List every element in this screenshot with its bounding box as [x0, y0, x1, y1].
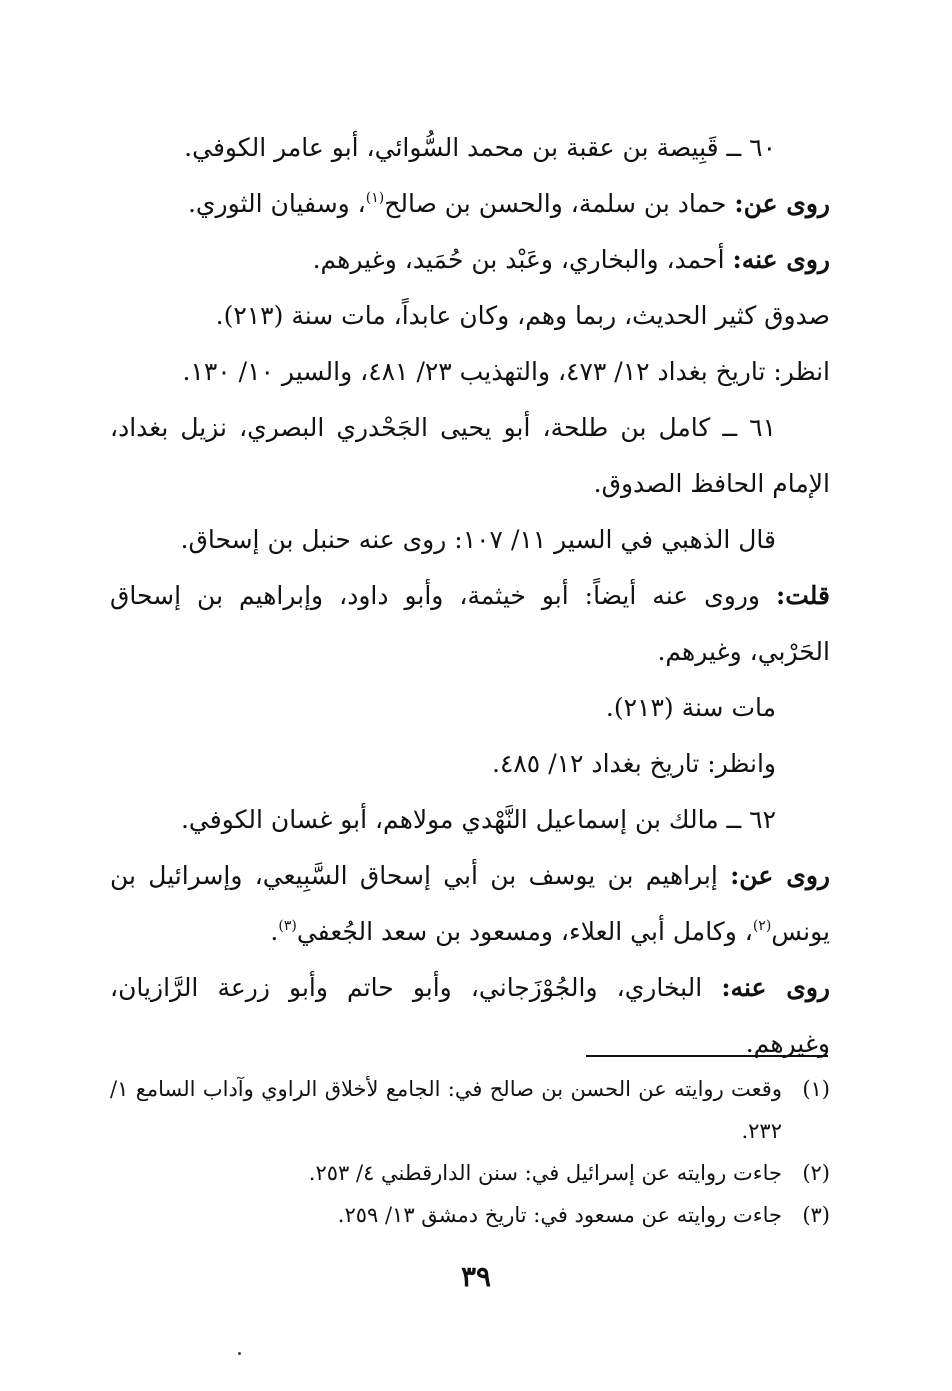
entry-61-dhahabi — [110, 512, 830, 568]
entry-62-narrated-from-text-2c: . — [270, 917, 279, 946]
entry-61-header-line-1 — [110, 400, 830, 456]
entry-61-qultu-text: وروى عنه أيضاً: أبو خيثمة، وأبو داود، وإبراهيم بن إسحاق — [110, 581, 760, 610]
footnote-separator — [586, 1055, 828, 1057]
footnote-3-number: (٣) — [802, 1203, 830, 1227]
entry-62-header — [110, 792, 830, 848]
entry-61-header-text-2: الإمام الحافظ الصدوق. — [593, 469, 830, 498]
label-narrated-from: روى عن: — [734, 189, 830, 218]
footnote-ref-3[interactable]: (٣) — [278, 918, 297, 934]
entry-60-header — [110, 120, 830, 176]
footnote-1-text: وقعت روايته عن الحسن بن صالح في: الجامع لأخلاق الراوي وآداب السامع ١/ ٢٣٢. — [110, 1077, 782, 1143]
footnote-1 — [110, 1068, 830, 1152]
entry-60-grade — [110, 288, 830, 344]
entry-60-narrators — [110, 232, 830, 288]
footnote-ref-1[interactable]: (١) — [365, 190, 385, 206]
entry-60-narrated-from — [110, 176, 830, 232]
entry-62-narrators-text-2: وغيرهم. — [745, 1029, 830, 1058]
entry-62-header-text: ٦٢ ــ مالك بن إسماعيل النَّهْدي مولاهم، أبو غسان الكوفي. — [180, 805, 776, 834]
entry-61-header-text: ٦١ ــ كامل بن طلحة، أبو يحيى الجَحْدري البصري، نزيل بغداد، — [110, 413, 776, 442]
entry-62-narrators-line-2 — [110, 1016, 830, 1072]
entry-61-references-text: وانظر: تاريخ بغداد ١٢/ ٤٨٥. — [492, 749, 776, 778]
entry-62-narrated-from-text-2b: ، وكامل أبي العلاء، ومسعود بن سعد الجُعفي — [296, 917, 753, 946]
footnotes — [110, 1068, 830, 1236]
entry-61-qultu-line-1 — [110, 568, 830, 624]
label-qultu: قلت: — [775, 581, 830, 610]
entry-60-narrated-from-tail: ، وسفيان الثوري. — [187, 189, 366, 218]
entry-62-narrators-text: البخاري، والجُوْزَجاني، وأبو حاتم وأبو زرعة الرَّازيان، — [110, 973, 703, 1002]
main-text — [110, 120, 830, 1072]
entry-62-narrated-from-text-2a: يونس — [771, 917, 830, 946]
footnote-ref-2[interactable]: (٢) — [752, 918, 772, 934]
entry-62-narrated-from-line-2 — [110, 904, 830, 960]
footnote-3 — [110, 1194, 830, 1236]
label-narrated-by-2: روى عنه: — [721, 973, 830, 1002]
footnote-1-number: (١) — [802, 1077, 830, 1101]
entry-60-narrated-from-text: حماد بن سلمة، والحسن بن صالح — [384, 189, 727, 218]
entry-61-qultu-line-2 — [110, 624, 830, 680]
entry-61-death — [110, 680, 830, 736]
label-narrated-by: روى عنه: — [732, 245, 830, 274]
footnote-2-number: (٢) — [802, 1161, 830, 1185]
entry-61-death-text: مات سنة (٢١٣). — [605, 693, 776, 722]
entry-62-narrators-line-1 — [110, 960, 830, 1016]
entry-62-narrated-from-text: إبراهيم بن يوسف بن أبي إسحاق السَّبِيعي، وإسرائيل بن — [110, 861, 718, 890]
entry-60-references-text: انظر: تاريخ بغداد ١٢/ ٤٧٣، والتهذيب ٢٣/ ٤٨١، والسير ١٠/ ١٣٠. — [182, 357, 830, 386]
footnote-3-text: جاءت روايته عن مسعود في: تاريخ دمشق ١٣/ ٢٥٩. — [337, 1203, 782, 1227]
entry-60-header-text: ٦٠ ــ قَبِيصة بن عقبة بن محمد السُّوائي، أبو عامر الكوفي. — [184, 133, 776, 162]
entry-60-narrators-text: أحمد، والبخاري، وعَبْد بن حُمَيد، وغيرهم. — [312, 245, 725, 274]
scan-speck — [238, 1352, 241, 1355]
entry-61-references — [110, 736, 830, 792]
entry-62-narrated-from-line-1 — [110, 848, 830, 904]
page-number: ٣٩ — [460, 1260, 492, 1293]
footnote-2 — [110, 1152, 830, 1194]
entry-61-dhahabi-text: قال الذهبي في السير ١١/ ١٠٧: روى عنه حنبل بن إسحاق. — [180, 525, 776, 554]
footnote-2-text: جاءت روايته عن إسرائيل في: سنن الدارقطني ٤/ ٢٥٣. — [308, 1161, 782, 1185]
label-narrated-from-2: روى عن: — [730, 861, 830, 890]
entry-61-header-line-2 — [110, 456, 830, 512]
entry-60-grade-text: صدوق كثير الحديث، ربما وهم، وكان عابداً، مات سنة (٢١٣). — [215, 301, 830, 330]
entry-60-references — [110, 344, 830, 400]
entry-61-qultu-text-2: الحَرْبي، وغيرهم. — [657, 637, 830, 666]
